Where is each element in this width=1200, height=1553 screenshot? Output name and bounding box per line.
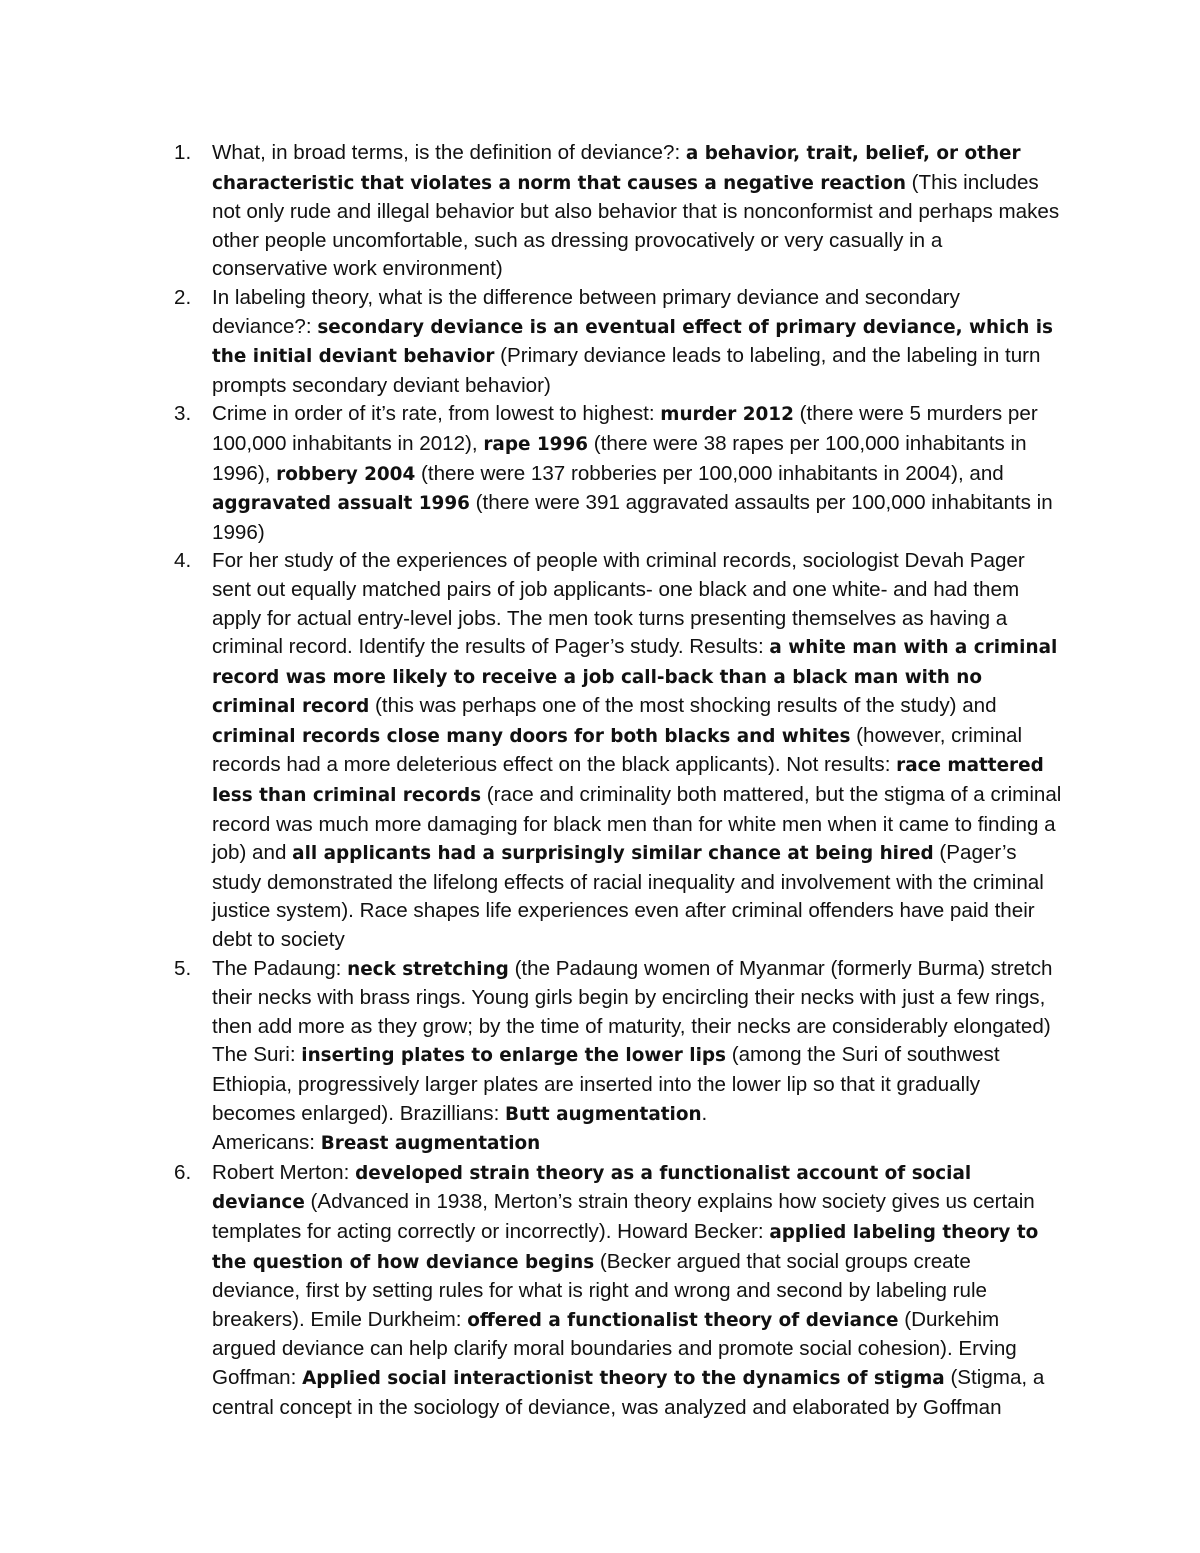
- answer-text: rape 1996: [483, 433, 589, 455]
- question-text: Robert Merton:: [212, 1160, 356, 1184]
- answer-text: robbery 2004: [276, 463, 416, 485]
- answer-text: Butt augmentation: [505, 1103, 702, 1125]
- answer-text: criminal records close many doors for both blacks and whites: [212, 725, 851, 747]
- question-text: In labeling theory, what is the difference between primary deviance and secondary deviance?:: [212, 285, 960, 338]
- question-text: (the Padaung women of Myanmar (formerly Burma) stretch their necks with brass rings. Young girls begin by encircling their necks with just a few rings, then add more as they grow; by the time of maturity, their necks are considerably elongated) The Suri:: [212, 956, 1053, 1067]
- question-text: (however, criminal records had a more deleterious effect on the black applicants). Not results:: [212, 723, 1023, 777]
- answer-text: all applicants had a surprisingly similar chance at being hired: [292, 843, 934, 865]
- numbered-question-list: [170, 139, 1062, 1422]
- list-item: [170, 284, 1062, 400]
- item-number: 1.: [174, 141, 192, 164]
- answer-text: offered a functionalist theory of deviance: [467, 1309, 899, 1331]
- question-text: (among the Suri of southwest Ethiopia, progressively larger plates are inserted into the lower lip so that it gradually becomes enlarged). Brazillians:: [212, 1043, 1000, 1125]
- item-number: 3.: [174, 402, 192, 426]
- item-text: [212, 402, 1053, 543]
- question-text: Crime in order of it’s rate, from lowest to highest:: [212, 402, 661, 426]
- question-text: (Primary deviance leads to labeling, and the labeling in turn prompts secondary deviant behavior): [212, 344, 1041, 397]
- question-text: (This includes not only rude and illegal behavior but also behavior that is nonconformist and perhaps makes other people uncomfortable, such as dressing provocatively or very casually in a conservative work environment): [212, 170, 1060, 281]
- answer-text: aggravated assualt 1996: [212, 493, 470, 515]
- answer-text: developed strain theory as a functionalist account of social deviance: [212, 1162, 972, 1214]
- question-text: Americans:: [212, 1131, 321, 1155]
- question-text: (Durkehim argued deviance can help clarify moral boundaries and promote social cohesion). Erving Goffman:: [212, 1307, 1017, 1389]
- item-number: 6.: [174, 1160, 192, 1184]
- question-text: (Becker argued that social groups create deviance, first by setting rules for what is right and wrong and second by labeling rule breakers). Emile Durkheim:: [212, 1249, 987, 1331]
- question-text: (there were 391 aggravated assaults per 100,000 inhabitants in 1996): [212, 491, 1053, 544]
- question-text: The Padaung:: [212, 956, 348, 980]
- question-text: (Pager’s study demonstrated the lifelong effects of racial inequality and involvement with the criminal justice system). Race shapes life experiences even after criminal offenders have paid their debt to society: [212, 841, 1044, 952]
- answer-text: neck stretching: [347, 958, 509, 980]
- list-item: [170, 547, 1062, 954]
- question-text: (race and criminality both mattered, but the stigma of a criminal record was much more damaging for black men than for white men when it came to finding a job) and: [212, 783, 1062, 865]
- item-text: [212, 549, 1061, 951]
- item-text: [212, 1161, 1044, 1419]
- question-text: What, in broad terms, is the definition of deviance?:: [212, 141, 686, 164]
- item-number: 2.: [174, 285, 192, 309]
- list-item: [170, 1159, 1062, 1422]
- item-text: [212, 957, 1053, 1155]
- question-text: (Stigma, a central concept in the sociology of deviance, was analyzed and elaborated by Goffman: [212, 1365, 1045, 1419]
- answer-text: Breast augmentation: [320, 1133, 541, 1155]
- question-text: (there were 38 rapes per 100,000 inhabitants in 1996),: [212, 431, 1027, 485]
- answer-text: race mattered less than criminal records: [212, 755, 1044, 807]
- question-text: (there were 5 murders per 100,000 inhabitants in 2012),: [212, 402, 1038, 455]
- list-item: [170, 139, 1062, 284]
- item-number: 5.: [174, 956, 192, 980]
- answer-text: inserting plates to enlarge the lower lips: [301, 1045, 726, 1067]
- item-number: 4.: [174, 549, 192, 573]
- question-text: (Advanced in 1938, Merton’s strain theory explains how society gives us certain templates for acting correctly or incorrectly). Howard Becker:: [212, 1190, 1035, 1243]
- question-text: (this was perhaps one of the most shocking results of the study) and: [369, 694, 997, 718]
- question-text: .: [701, 1101, 708, 1125]
- list-item: [170, 400, 1062, 547]
- question-text: (there were 137 robberies per 100,000 inhabitants in 2004), and: [415, 461, 1004, 485]
- item-text: [212, 141, 1059, 280]
- question-text: For her study of the experiences of people with criminal records, sociologist Devah Pager sent out equally matched pairs of job applicants- one black and one white- and had them apply for actual entry-level jobs. The men took turns presenting themselves as having a criminal record. Identify the results of Pager’s study. Results:: [212, 549, 1025, 659]
- item-text: [212, 286, 1053, 397]
- answer-text: secondary deviance is an eventual effect of primary deviance, which is the initial deviant behavior: [212, 316, 1053, 368]
- answer-text: murder 2012: [660, 404, 794, 426]
- answer-text: a behavior, trait, belief, or other characteristic that violates a norm that causes a negative reaction: [212, 143, 1021, 194]
- answer-text: Applied social interactionist theory to the dynamics of stigma: [302, 1367, 945, 1389]
- answer-text: a white man with a criminal record was more likely to receive a job call-back than a black man with no criminal record: [212, 637, 1058, 718]
- list-item: [170, 955, 1062, 1159]
- answer-text: applied labeling theory to the question of how deviance begins: [212, 1221, 1039, 1273]
